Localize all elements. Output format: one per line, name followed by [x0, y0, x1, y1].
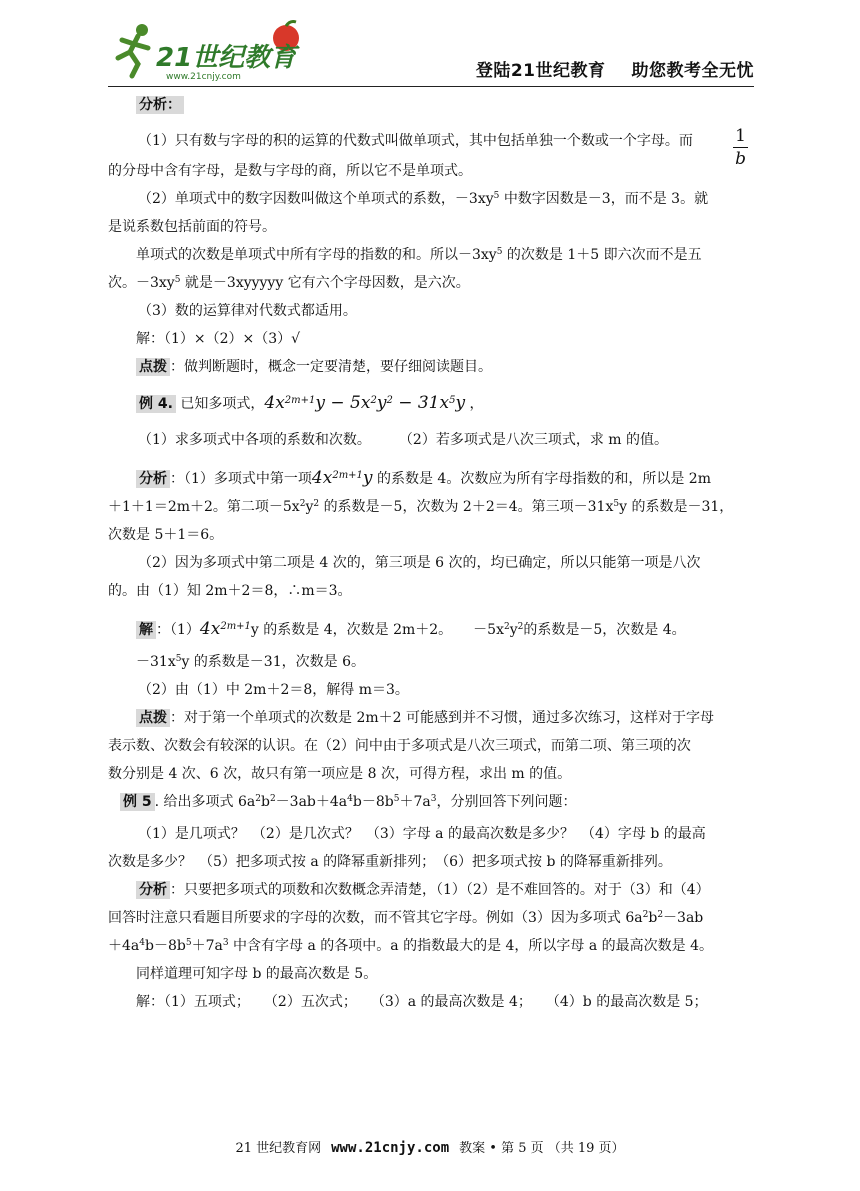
- paragraph: （1）求多项式中各项的系数和次数。 （2）若多项式是八次三项式，求 m 的值。: [138, 432, 668, 448]
- paragraph: ＋1＋1＝2m＋2。第二项$-5x^2y^2$ 的系数是－5，次数为 2＋2＝4。第三项$-31x^5y$ 的系数是－31，: [108, 499, 734, 515]
- paragraph: 次。$-3xy^5$ 就是－3xyyyyy 它有六个字母因数，是六次。: [108, 275, 470, 291]
- paragraph: 单项式的次数是单项式中所有字母的指数的和。所以$-3xy^5$ 的次数是 1＋5 即六次而不是五: [136, 247, 702, 263]
- paragraph: 解：（1）×（2）×（3）√: [136, 331, 301, 347]
- paragraph: 表示数、次数会有较深的认识。在（2）问中由于多项式是八次三项式，而第二项、第三项的次: [108, 738, 691, 754]
- document-body: [108, 92, 754, 1016]
- page-header: [108, 18, 754, 84]
- logo-text: 21世纪教育: [156, 43, 297, 73]
- paragraph: 点拨 ：对于第一个单项式的次数是 2m＋2 可能感到并不习惯，通过多次练习，这样对于字母: [108, 704, 754, 732]
- polynomial-expression: $4x^{2m+1}y - 5x^2y^2 - 31x^5y$: [264, 393, 466, 413]
- paragraph: （2）因为多项式中第二项是 4 次的，第三项是 6 次的，均已确定，所以只能第一项是八次: [138, 555, 701, 571]
- paragraph: （2）单项式中的数字因数叫做这个单项式的系数，$-3xy^5$ 中数字因数是－3，而不是 3。就: [138, 191, 709, 207]
- paragraph: $+4a^4b-8b^5+7a^3$ 中含有字母 a 的各项中。a 的指数最大的是 4，所以字母 a 的最高次数是 4。: [108, 938, 714, 954]
- solution-label: 解: [136, 621, 156, 639]
- analysis-label: 分析：: [136, 96, 184, 114]
- paragraph: [108, 91, 754, 119]
- page-footer: [0, 1137, 860, 1156]
- paragraph: 次数是 5＋1＝6。: [108, 527, 224, 543]
- analysis-label: 分析: [136, 881, 170, 899]
- paragraph: 数分别是 4 次、6 次，故只有第一项应是 8 次，可得方程，求出 m 的值。: [108, 766, 572, 782]
- tagline-left: 登陆21世纪教育: [475, 61, 606, 81]
- text: （1）只有数与字母的积的运算的代数式叫做单项式，其中包括单独一个数或一个字母。而: [138, 133, 693, 149]
- footer-url: www.21cnjy.com: [331, 1140, 450, 1156]
- paragraph: 回答时注意只看题目所要求的字母的次数，而不管其它字母。例如（3）因为多项式 $6a^2b^2-3ab$: [108, 910, 704, 926]
- paragraph: 的分母中含有字母，是数与字母的商，所以它不是单项式。: [108, 163, 472, 179]
- logo-url: www.21cnjy.com: [166, 72, 241, 82]
- paragraph: 的。由（1）知 2m＋2＝8，∴m＝3。: [108, 583, 352, 599]
- paragraph: 解 ：$(1)4x^{2m+1}y$ 的系数是 4，次数是 2m＋2。 $-5x^2y^2$的系数是－5，次数是 4。: [108, 615, 754, 644]
- tip-label: 点拨: [136, 709, 170, 727]
- footer-site-name: 21 世纪教育网: [235, 1141, 322, 1156]
- paragraph: 例 4. 已知多项式，$4x^{2m+1}y - 5x^2y^2 - 31x^5y$ ，: [108, 389, 754, 418]
- runner-icon: [118, 24, 148, 76]
- paragraph: （3）数的运算律对代数式都适用。: [138, 303, 357, 319]
- paragraph: 点拨 ：做判断题时，概念一定要清楚，要仔细阅读题目。: [108, 353, 754, 381]
- paragraph: [108, 126, 754, 169]
- paragraph: （1）是几项式？ （2）是几次式？ （3）字母 a 的最高次数是多少？ （4）字母 b 的最高: [138, 826, 706, 842]
- example-label: 例 5: [120, 793, 155, 811]
- first-term-expression: $4x^{2m+1}$: [199, 619, 251, 639]
- tagline-right: 助您教考全无忧: [631, 61, 754, 81]
- paragraph: $-31x^5y$ 的系数是－31，次数是 6。: [136, 654, 365, 670]
- site-logo: [108, 18, 308, 84]
- tip-label: 点拨: [136, 358, 170, 376]
- paragraph: 例 5 . 给出多项式 $6a^2b^2-3ab+4a^4b-8b^5+7a^3$，分别回答下列问题：: [108, 788, 754, 816]
- paragraph: 是说系数包括前面的符号。: [108, 219, 276, 235]
- example-label: 例 4.: [136, 395, 176, 413]
- paragraph: 同样道理可知字母 b 的最高次数是 5。: [136, 966, 378, 982]
- first-term-expression: $4x^{2m+1}y$: [311, 468, 373, 488]
- fraction-1-over-b: $\frac{1}{b}$: [735, 126, 747, 169]
- header-tagline: [476, 56, 754, 81]
- paragraph: （2）由（1）中 2m＋2＝8，解得 m＝3。: [138, 682, 409, 698]
- footer-page-info: 教案 • 第 5 页 （共 19 页）: [459, 1141, 625, 1156]
- header-rule: [108, 86, 754, 87]
- paragraph: 解：（1）五项式； （2）五次式； （3）a 的最高次数是 4； （4）b 的最高次数是 5；: [136, 994, 708, 1010]
- analysis-label: 分析: [136, 470, 170, 488]
- paragraph: 分析 ：（1）多项式中第一项$4x^{2m+1}y$ 的系数是 4。次数应为所有字母指数的和，所以是 2m: [108, 464, 754, 493]
- paragraph: 次数是多少？ （5）把多项式按 a 的降幂重新排列； （6）把多项式按 b 的降幂重新排列。: [108, 854, 672, 870]
- paragraph: 分析 ：只要把多项式的项数和次数概念弄清楚，（1）（2）是不难回答的。对于（3）和（4）: [108, 876, 754, 904]
